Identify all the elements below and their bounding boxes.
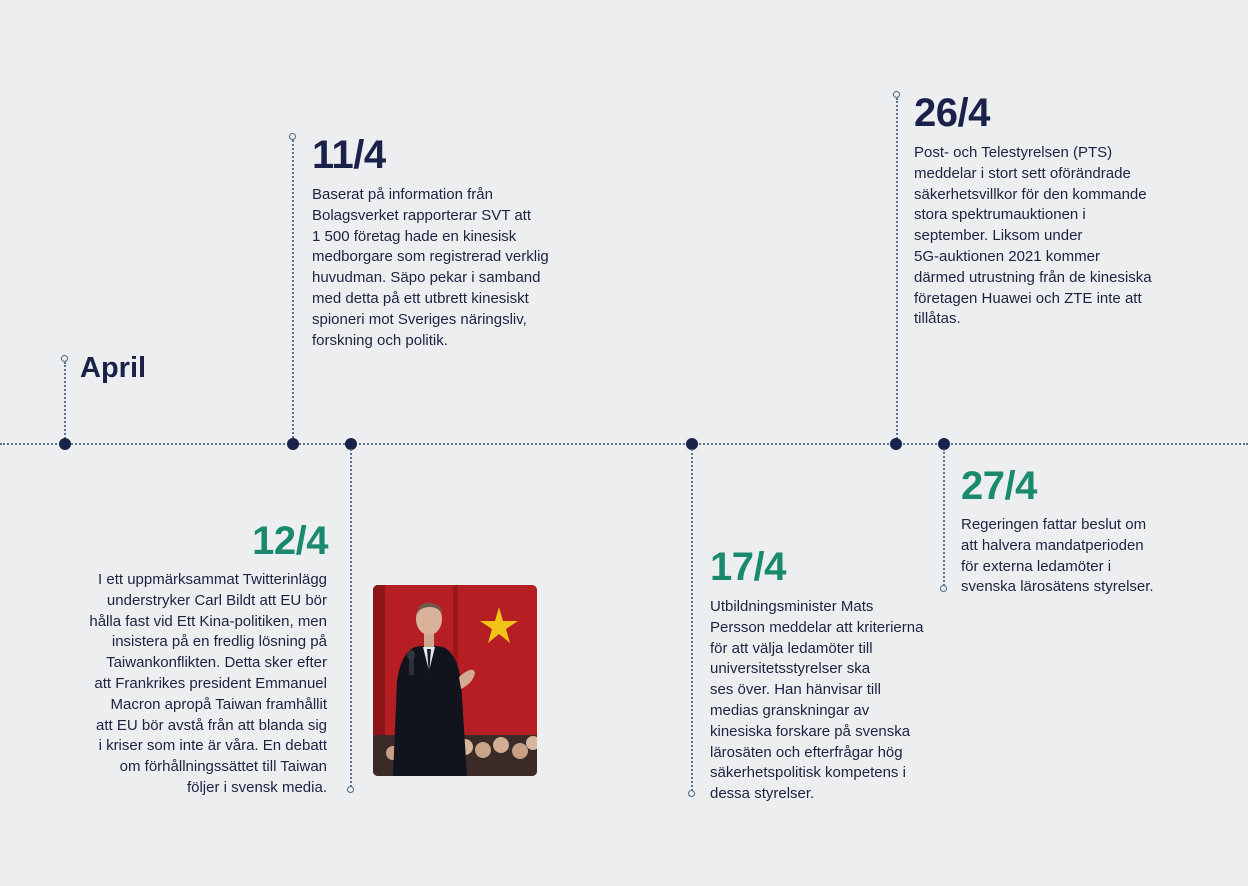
ring-17-4 [688, 790, 695, 797]
timeline-axis [0, 443, 1248, 445]
connector-27-4 [943, 449, 945, 586]
timeline-dot-april [59, 438, 71, 450]
ring-12-4 [347, 786, 354, 793]
event-date-11-4: 11/4 [312, 133, 386, 177]
event-date-26-4: 26/4 [914, 91, 990, 135]
ring-11-4 [289, 133, 296, 140]
ring-27-4 [940, 585, 947, 592]
timeline-dot-11-4 [287, 438, 299, 450]
event-text-26-4: Post- och Telestyrelsen (PTS) meddelar i stort sett oförändrade säkerhetsvillkor för den kommande stora spektrumauktionen i september. Liksom under 5G-auktionen 2021 kommer därmed utrustning från de kinesiska företagen Huawei och ZTE inte att tillåtas. [914, 144, 1152, 328]
month-label: April [80, 352, 147, 384]
connector-26-4 [896, 98, 898, 442]
connector-17-4 [691, 449, 693, 791]
ring-april [61, 355, 68, 362]
event-text-27-4: Regeringen fattar beslut om att halvera mandatperioden för externa ledamöter i svenska lärosätens styrelser. [961, 516, 1154, 596]
event-text-11-4: Baserat på information från Bolagsverket rapporterar SVT att 1 500 företag hade en kinesisk medborgare som registrerad verklig huvudman. Säpo pekar i samband med detta på ett utbrett kinesiskt spioneri mot Sveriges näringsliv, forskning och politik. [312, 186, 549, 349]
connector-12-4 [350, 449, 352, 787]
event-date-27-4: 27/4 [961, 464, 1037, 508]
connector-11-4 [292, 140, 294, 442]
ring-26-4 [893, 91, 900, 98]
event-text-12-4: I ett uppmärksammat Twitterinlägg understryker Carl Bildt att EU bör hålla fast vid Ett Kina-politiken, men insistera på en fredlig lösning på Taiwankonflikten. Detta sker efter att Frankrikes president Emmanuel Macron apropå Taiwan framhållit att EU bör avstå från att blanda sig i kriser som inte är våra. En debatt om förhållningssättet till Taiwan följer i svensk media. [89, 571, 327, 796]
event-text-17-4: Utbildningsminister Mats Persson meddelar att kriterierna för att välja ledamöter till universitetsstyrelser ska ses över. Han hänvisar till medias granskningar av kinesiska forskare på svenska lärosäten och efterfrågar hög säkerhetspolitisk kompetens i dessa styrelser. [710, 598, 924, 803]
timeline-dot-26-4 [890, 438, 902, 450]
event-date-17-4: 17/4 [710, 545, 786, 589]
connector-april [64, 362, 66, 442]
photo-illustration [373, 585, 537, 776]
event-date-12-4: 12/4 [252, 519, 328, 563]
macron-photo [373, 585, 537, 776]
